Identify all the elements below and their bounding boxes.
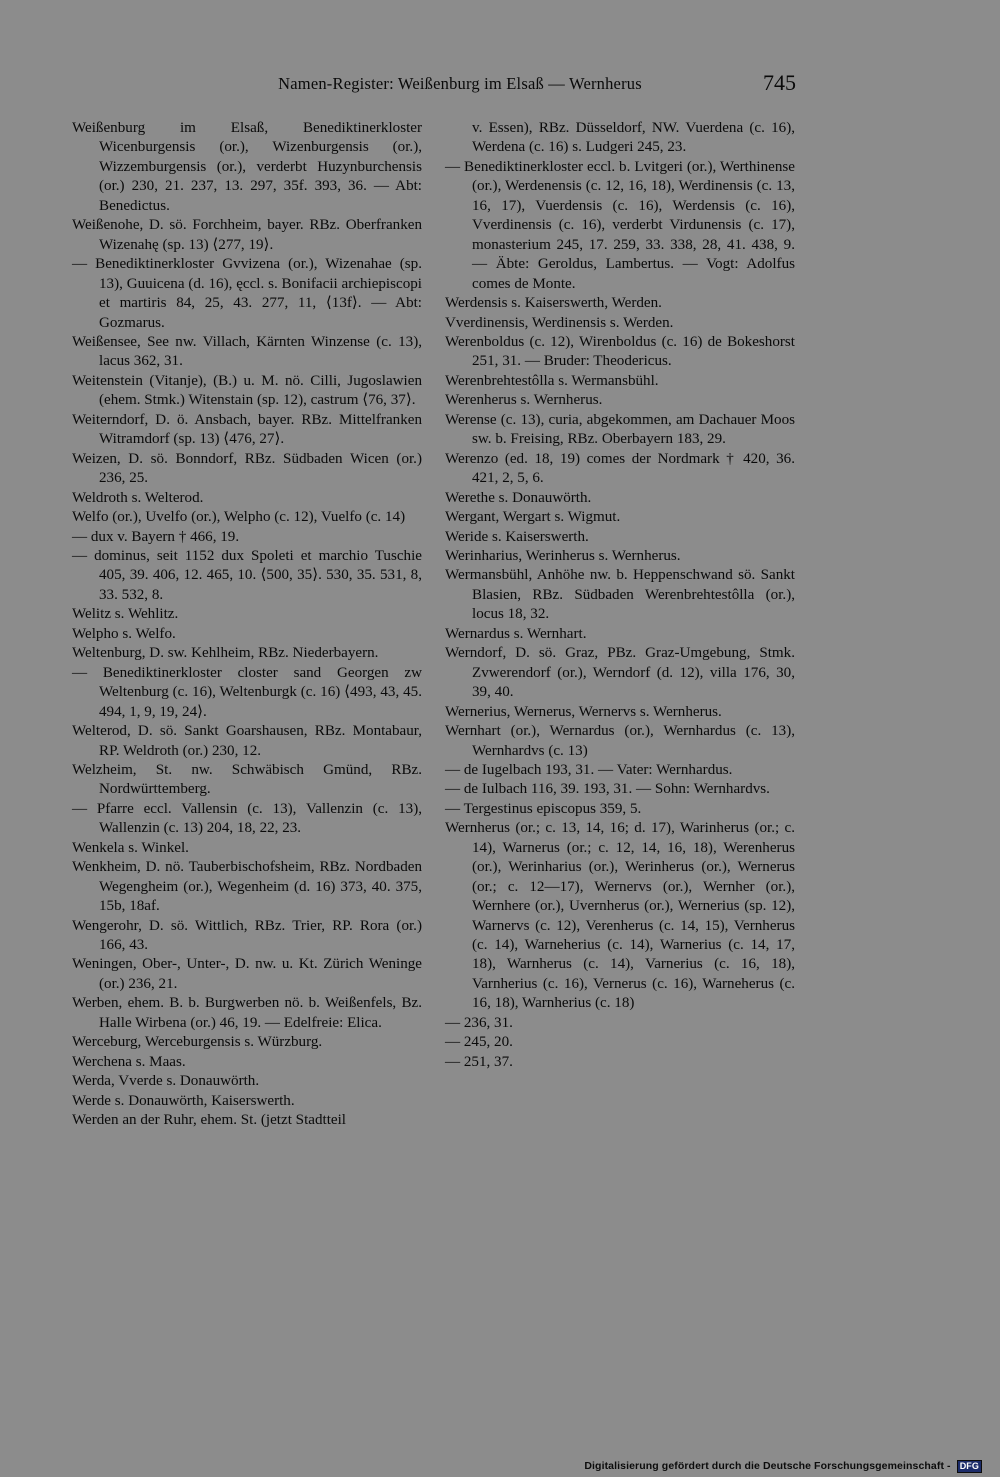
index-entry: — dux v. Bayern † 466, 19. (72, 528, 240, 545)
index-entry: Wermansbühl, Anhöhe nw. b. Heppenschwand sö. Sankt Blasien, RBz. Südbaden Werenbrehtestôlla (or.), locus 18, 32. (445, 567, 795, 623)
index-entry: Wenkela s. Winkel. (72, 839, 189, 856)
index-entry: Welpho s. Welfo. (72, 625, 176, 642)
index-entry: Werenherus s. Wernherus. (445, 392, 603, 409)
index-entry: Weningen, Ober-, Unter-, D. nw. u. Kt. Zürich Weninge (or.) 236, 21. (72, 956, 422, 992)
index-entry: Weldroth s. Welterod. (72, 489, 204, 506)
running-header-title: Namen-Register: Weißenburg im Elsaß — Wernherus (278, 74, 642, 93)
index-entry: — de Iulbach 116, 39. 193, 31. — Sohn: Wernhardvs. (445, 781, 770, 798)
index-entry: — 236, 31. (445, 1014, 513, 1031)
index-entry: Welitz s. Wehlitz. (72, 606, 179, 623)
index-entry: Werdensis s. Kaiserswerth, Werden. (445, 295, 662, 312)
dfg-logo: DFG (957, 1460, 982, 1473)
index-entry: Wengerohr, D. sö. Wittlich, RBz. Trier, RP. Rora (or.) 166, 43. (72, 917, 422, 954)
index-entry: — 245, 20. (445, 1034, 513, 1051)
index-entry: — Pfarre eccl. Vallensin (c. 13), Vallenzin (c. 13), Wallenzin (c. 13) 204, 18, 22, 23. (72, 800, 422, 837)
index-entry: Werense (c. 13), curia, abgekommen, am Dachauer Moos sw. b. Freising, RBz. Oberbayern 183, 29. (445, 411, 795, 448)
index-entry: — dominus, seit 1152 dux Spoleti et marchio Tuschie 405, 39. 406, 12. 465, 10. ⟨500, 35⟩. 530, 35. 531, 8, 33. 532, 8. (72, 547, 422, 603)
index-entry: Weltenburg, D. sw. Kehlheim, RBz. Niederbayern. (72, 645, 379, 662)
index-entry: — Benediktinerkloster eccl. b. Lvitgeri (or.), Werthinense (or.), Werdenensis (c. 12, 16, 18), Werdinensis (c. 13, 16, 17), Vuerdensis (c. 16), Werdensis (c. 16), Vverdinensis (c. 16), verderbt Virdunensis (c. 17), monasterium 245, 17. 259, 33. 338, 28, 41. 438, 9. — Äbte: Geroldus, Lambertus. — Vogt: Adolfus comes de Monte. (445, 158, 795, 292)
index-entry: Werda, Vverde s. Donauwörth. (72, 1073, 260, 1090)
index-entry: — 251, 37. (445, 1053, 513, 1070)
index-entry: Weißenohe, D. sö. Forchheim, bayer. RBz. Oberfranken Wizenahę (sp. 13) ⟨277, 19⟩. (72, 217, 422, 253)
index-entry: Werenboldus (c. 12), Wirenboldus (c. 16) de Bokeshorst 251, 31. — Bruder: Theodericus. (445, 333, 795, 370)
index-entry: Werceburg, Werceburgensis s. Würzburg. (72, 1034, 323, 1051)
index-entry: Weißensee, See nw. Villach, Kärnten Winzense (c. 13), lacus 362, 31. (72, 333, 422, 370)
index-entry: Werben, ehem. B. b. Burgwerben nö. b. Weißenfels, Bz. Halle Wirbena (or.) 46, 19. — Edelfreie: Elica. (72, 995, 422, 1031)
footer-credit (582, 1460, 982, 1473)
index-entry: Werenbrehtestôlla s. Wermansbühl. (445, 372, 659, 389)
index-entry: Vverdinensis, Werdinensis s. Werden. (445, 314, 674, 331)
index-entry: Wergant, Wergart s. Wigmut. (445, 509, 621, 526)
footer-text: Digitalisierung gefördert durch die Deutsche Forschungsgemeinschaft - (584, 1460, 951, 1472)
index-entry: Welzheim, St. nw. Schwäbisch Gmünd, RBz. Nordwürttemberg. (72, 761, 422, 798)
index-entry: Werndorf, D. sö. Graz, PBz. Graz-Umgebung, Stmk. Zvwerendorf (or.), Werndorf (d. 12), villa 176, 30, 39, 40. (445, 645, 795, 701)
index-entry: Weißenburg im Elsaß, Benediktinerkloster Wicenburgensis (or.), Wizenburgensis (or.), Wizzemburgensis (or.), verderbt Huzynburchensis (or.) 230, 21. 237, 13. 297, 35f. 393, 36. — Abt: Benedictus. (72, 120, 422, 214)
index-entry: Werchena s. Maas. (72, 1053, 186, 1070)
index-entry: Wernardus s. Wernhart. (445, 625, 587, 642)
index-entry: Werden an der Ruhr, ehem. St. (jetzt Stadtteil (72, 1112, 346, 1129)
index-entry: Welfo (or.), Uvelfo (or.), Welpho (c. 12), Vuelfo (c. 14) (72, 509, 406, 526)
page-number: 745 (763, 70, 796, 95)
right-column (445, 119, 795, 1072)
index-entry: — de Iugelbach 193, 31. — Vater: Wernhardus. (445, 761, 733, 778)
index-entry: Werinharius, Werinherus s. Wernherus. (445, 547, 681, 564)
left-column (72, 119, 422, 1131)
index-entry: Weiterndorf, D. ö. Ansbach, bayer. RBz. Mittelfranken Witramdorf (sp. 13) ⟨476, 27⟩. (72, 411, 422, 448)
index-entry: Weitenstein (Vitanje), (B.) u. M. nö. Cilli, Jugoslawien (ehem. Stmk.) Witenstain (sp. 12), castrum ⟨76, 37⟩. (72, 372, 422, 409)
index-entry: Werethe s. Donauwörth. (445, 489, 592, 506)
index-entry: Welterod, D. sö. Sankt Goarshausen, RBz. Montabaur, RP. Weldroth (or.) 230, 12. (72, 723, 422, 759)
index-entry: — Tergestinus episcopus 359, 5. (445, 800, 642, 817)
index-entry: v. Essen), RBz. Düsseldorf, NW. Vuerdena (c. 16), Werdena (c. 16) s. Ludgeri 245, 23. (472, 120, 795, 156)
index-entry: Weizen, D. sö. Bonndorf, RBz. Südbaden Wicen (or.) 236, 25. (72, 450, 422, 487)
index-entry: Weride s. Kaiserswerth. (445, 528, 589, 545)
index-entry: — Benediktinerkloster closter sand Georgen zw Weltenburg (c. 16), Weltenburgk (c. 16) ⟨493, 43, 45. 494, 1, 9, 19, 24⟩. (72, 664, 422, 720)
index-entry: Wernherus (or.; c. 13, 14, 16; d. 17), Warinherus (or.; c. 14), Warnerus (or.; c. 12, 14, 16, 18), Werenherus (or.), Werinharius (or.), Werinherus (or.), Wernerus (or.; c. 12—17), Wernervs (or.), Wernher (or.), Wernhere (or.), Uvernherus (or.), Wernerius (sp. 12), Warnervs (c. 12), Verenherus (c. 14, 15), Vernherus (c. 14), Warneherius (c. 14), Warnerius (c. 14, 17, 18), Warnherus (c. 14), Varnerius (c. 16, 18), Varnherius (c. 16), Vernerus (c. 16), Warneherus (c. 16, 18), Warnherius (c. 18) (445, 820, 795, 1012)
index-entry: Wernhart (or.), Wernardus (or.), Wernhardus (c. 13), Wernhardvs (c. 13) (445, 723, 795, 759)
index-entry: Werde s. Donauwörth, Kaiserswerth. (72, 1092, 295, 1109)
index-entry: — Benediktinerkloster Gvvizena (or.), Wizenahae (sp. 13), Guuicena (d. 16), ęccl. s. Bonifacii archiepiscopi et martiris 84, 25, 43. 277, 11, ⟨13f⟩. — Abt: Gozmarus. (72, 256, 422, 331)
index-entry: Werenzo (ed. 18, 19) comes der Nordmark † 420, 36. 421, 2, 5, 6. (445, 450, 795, 487)
index-entry: Wernerius, Wernerus, Wernervs s. Wernherus. (445, 703, 722, 720)
index-entry: Wenkheim, D. nö. Tauberbischofsheim, RBz. Nordbaden Wegengheim (or.), Wegenheim (d. 16) 373, 40. 375, 15b, 18af. (72, 859, 422, 915)
